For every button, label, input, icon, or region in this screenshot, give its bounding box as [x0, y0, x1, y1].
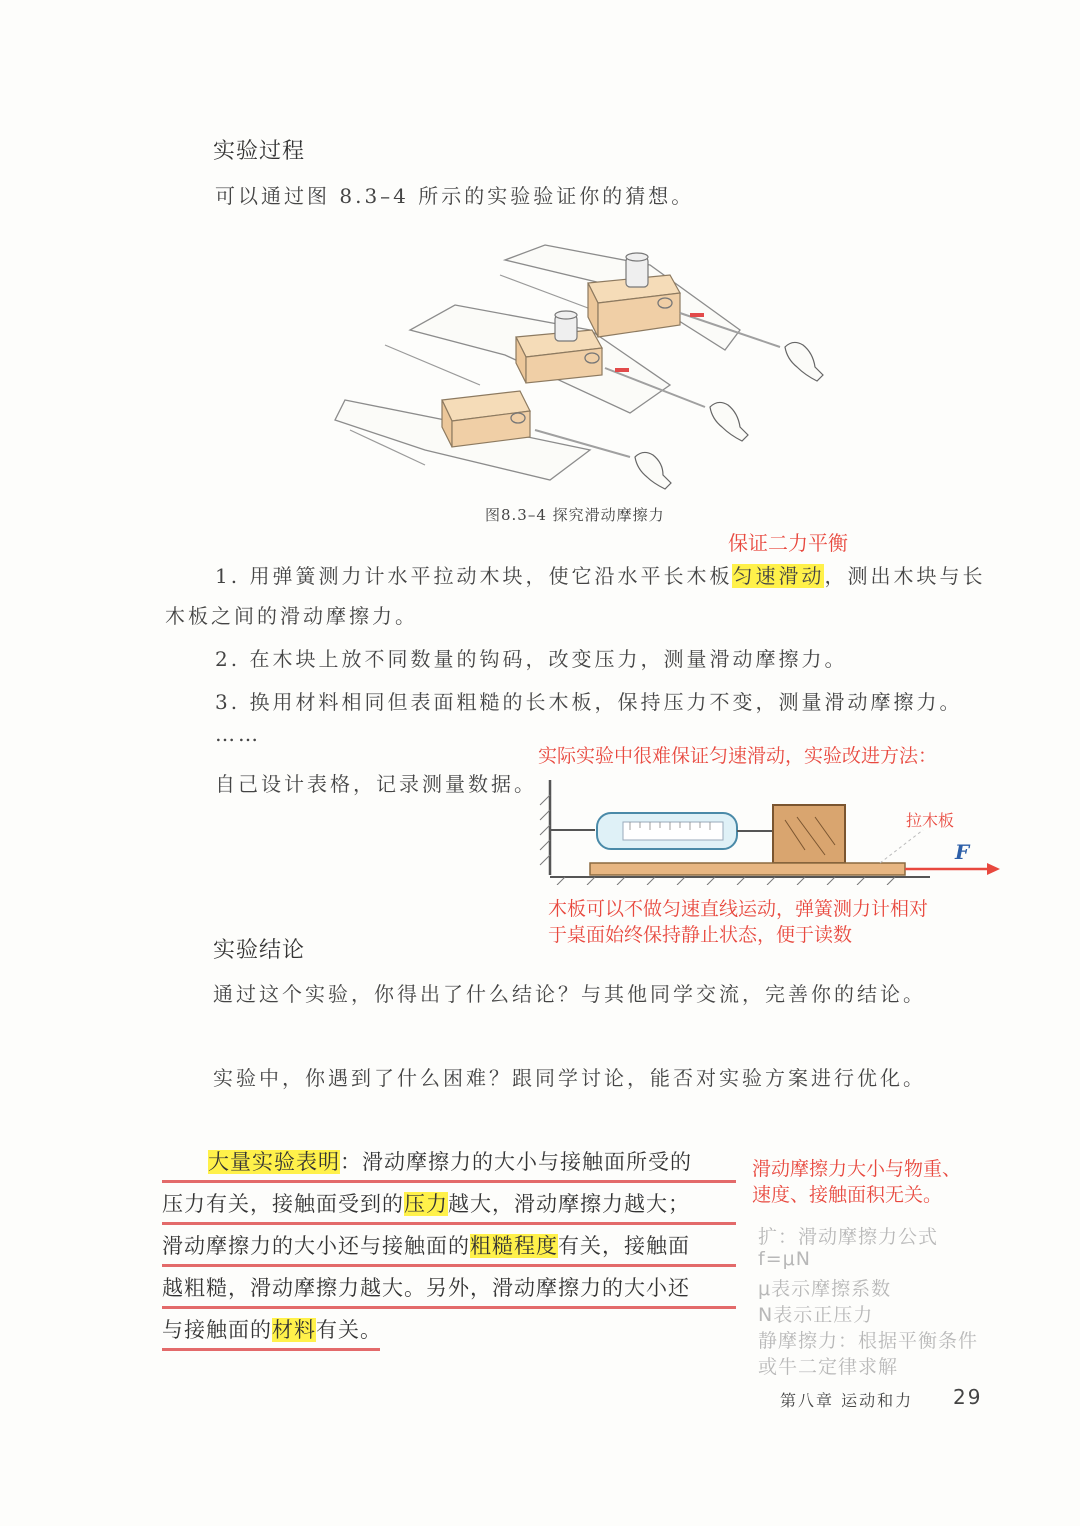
annotation-explain-1: 木板可以不做匀速直线运动，弹簧测力计相对 — [548, 898, 929, 920]
step-2: 2. 在木块上放不同数量的钩码，改变压力，测量滑动摩擦力。 — [215, 647, 848, 671]
side-note-gray-2: f=μN — [758, 1248, 811, 1270]
side-note-gray-1: 扩：滑动摩擦力公式 — [758, 1226, 939, 1248]
highlight-pressure: 压力 — [404, 1192, 448, 1216]
highlight-material: 材料 — [272, 1318, 316, 1342]
step-1-prefix: 1. 用弹簧测力计水平拉动木块，使它沿水平长木板 — [215, 564, 733, 588]
step-3: 3. 换用材料相同但表面粗糙的长木板，保持压力不变，测量滑动摩擦力。 — [215, 690, 963, 714]
summary-l3a: 滑动摩擦力的大小还与接触面的 — [162, 1234, 470, 1258]
figure-caption: 图8.3–4 探究滑动摩擦力 — [485, 506, 665, 524]
summary-l3b: 有关，接触面 — [558, 1234, 690, 1258]
side-note-red-1: 滑动摩擦力大小与物重、 — [752, 1158, 962, 1180]
step-1 — [215, 560, 985, 589]
summary-l2a: 压力有关，接触面受到的 — [162, 1192, 404, 1216]
step-1-line2: 木板之间的滑动摩擦力。 — [165, 604, 418, 628]
annotation-improve: 实际实验中很难保证匀速滑动，实验改进方法： — [538, 745, 938, 767]
summary-paragraph — [162, 1141, 736, 1351]
hand-bottom — [635, 452, 671, 489]
summary-l5b: 有关。 — [316, 1318, 382, 1342]
ellipsis: …… — [215, 722, 261, 746]
side-note-gray-4: N表示正压力 — [758, 1304, 874, 1326]
highlight-roughness: 粗糙程度 — [470, 1234, 558, 1258]
summary-l5a: 与接触面的 — [162, 1318, 272, 1342]
intro-text: 可以通过图 8.3–4 所示的实验验证你的猜想。 — [215, 184, 695, 208]
side-note-gray-6: 或牛二定律求解 — [758, 1356, 899, 1378]
hand-top — [785, 342, 823, 381]
step-1-suffix: ，测出木块与长 — [824, 564, 986, 588]
hand-middle — [710, 402, 748, 441]
side-note-gray-3: μ表示摩擦系数 — [758, 1278, 892, 1300]
footer-chapter: 第八章 运动和力 — [780, 1391, 914, 1410]
table-note: 自己设计表格，记录测量数据。 — [215, 772, 537, 796]
section-heading-conclusion: 实验结论 — [213, 938, 306, 963]
question-2: 实验中，你遇到了什么困难？跟同学讨论，能否对实验方案进行优化。 — [213, 1066, 926, 1090]
annotation-balance: 保证二力平衡 — [728, 531, 848, 555]
page-number: 29 — [953, 1385, 983, 1409]
highlight-uniform-sliding: 匀速滑动 — [732, 564, 825, 588]
annotation-explain-2: 于桌面始终保持静止状态，便于读数 — [548, 924, 853, 946]
summary-l4: 越粗糙，滑动摩擦力越大。另外，滑动摩擦力的大小还 — [162, 1267, 736, 1309]
side-note-red-2: 速度、接触面积无关。 — [752, 1184, 943, 1206]
summary-l1: ：滑动摩擦力的大小与接触面所受的 — [340, 1150, 692, 1174]
friction-experiment-figure — [330, 235, 850, 500]
question-1: 通过这个实验，你得出了什么结论？与其他同学交流，完善你的结论。 — [213, 982, 926, 1006]
long-board — [590, 863, 905, 875]
section-heading-process: 实验过程 — [213, 139, 306, 164]
summary-l2b: 越大，滑动摩擦力越大； — [448, 1192, 690, 1216]
highlight-experiments-show: 大量实验表明 — [208, 1150, 340, 1174]
force-label: F — [955, 840, 970, 864]
label-pull-board: 拉木板 — [906, 811, 955, 830]
side-note-gray-5: 静摩擦力：根据平衡条件 — [758, 1330, 979, 1352]
